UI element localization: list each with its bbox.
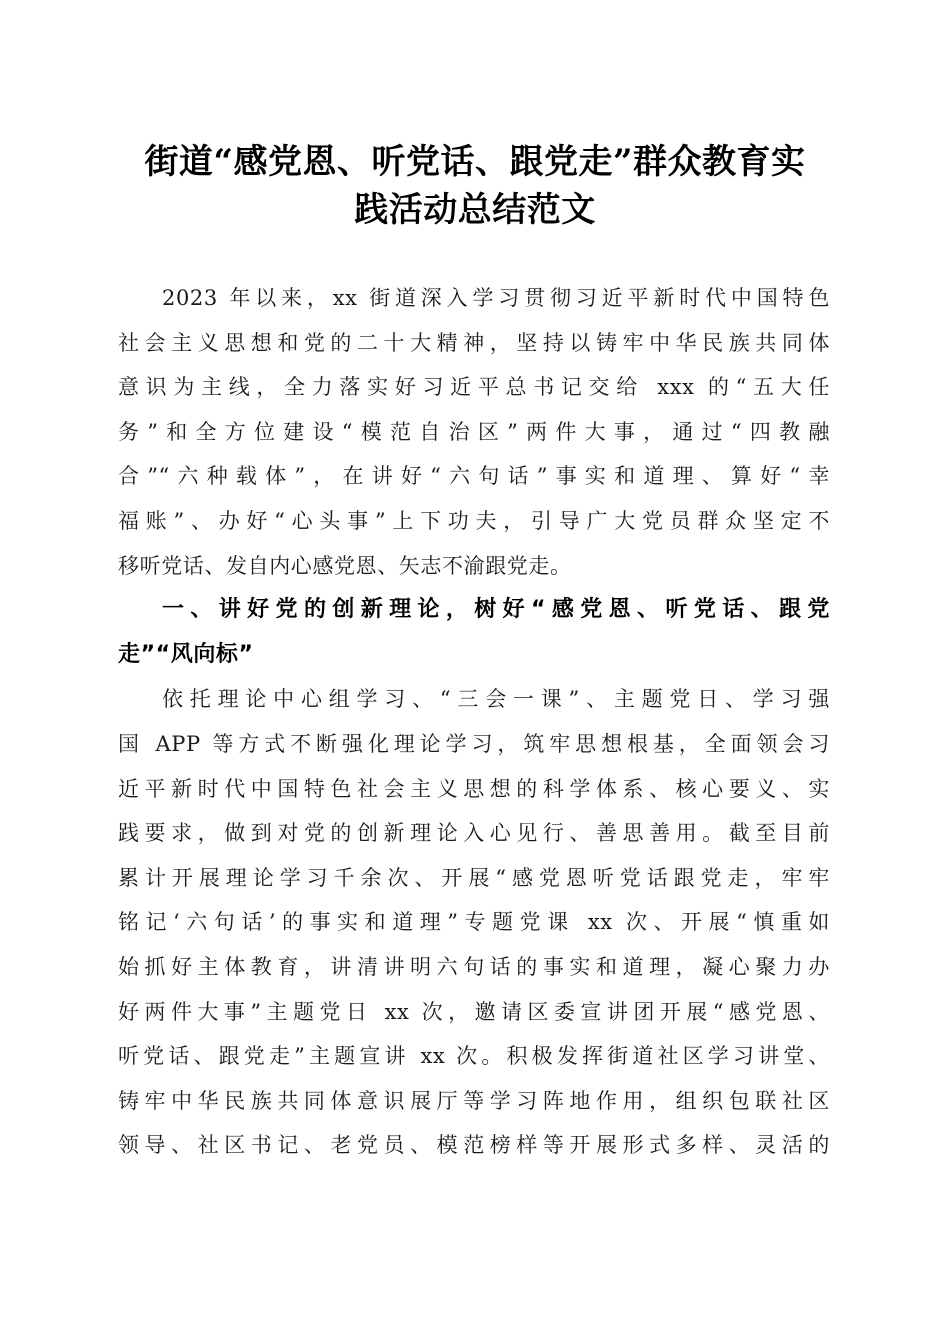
document-body — [118, 276, 830, 1168]
text-line: 国 APP 等方式不断强化理论学习，筑牢思想根基，全面领会习 — [118, 731, 830, 756]
section-1-paragraph — [118, 677, 830, 1168]
text-line: 依托理论中心组学习、“三会一课”、主题党日、学习强 — [162, 687, 830, 712]
text-line: 领导、社区书记、老党员、模范榜样等开展形式多样、灵活的 — [118, 1133, 830, 1158]
text-line: 近平新时代中国特色社会主义思想的科学体系、核心要义、实 — [118, 776, 830, 801]
text-line: 铸牢中华民族共同体意识展厅等学习阵地作用，组织包联社区 — [118, 1088, 830, 1113]
text-line: 移听党话、发自内心感党恩、矢志不渝跟党走。 — [118, 553, 572, 578]
text-line: 始抓好主体教育，讲清讲明六句话的事实和道理，凝心聚力办 — [118, 954, 830, 979]
text-line: 2023 年以来，xx 街道深入学习贯彻习近平新时代中国特色 — [162, 286, 830, 310]
title-line: 街道“感党恩、听党话、跟党走”群众教育实 — [144, 142, 806, 182]
section-heading-1 — [118, 588, 830, 677]
text-line: 社会主义思想和党的二十大精神，坚持以铸牢中华民族共同体 — [118, 330, 830, 355]
title-line: 践活动总结范文 — [354, 190, 596, 230]
heading-line: 一、讲好党的创新理论，树好“感党恩、听党话、跟党 — [162, 597, 830, 623]
intro-paragraph — [118, 276, 830, 588]
text-line: 福账”、办好“心头事”上下功夫，引导广大党员群众坚定不 — [118, 508, 830, 533]
document-title — [100, 138, 850, 234]
text-line: 践要求，做到对党的创新理论入心见行、善思善用。截至目前 — [118, 821, 830, 846]
text-line: 听党话、跟党走”主题宣讲 xx 次。积极发挥街道社区学习讲堂、 — [118, 1044, 830, 1069]
text-line: 好两件大事”主题党日 xx 次，邀请区委宣讲团开展“感党恩、 — [118, 999, 830, 1024]
text-line: 合”“六种载体”，在讲好“六句话”事实和道理、算好“幸 — [118, 464, 830, 489]
text-line: 务”和全方位建设“模范自治区”两件大事，通过“四教融 — [118, 419, 830, 444]
text-line: 意识为主线，全力落实好习近平总书记交给 xxx 的“五大任 — [118, 375, 830, 400]
text-line: 铭记‘六句话’的事实和道理”专题党课 xx 次、开展“慎重如 — [118, 910, 830, 935]
text-line: 累计开展理论学习千余次、开展“感党恩听党话跟党走，牢牢 — [118, 865, 830, 890]
heading-line: 走”“风向标” — [118, 641, 254, 667]
